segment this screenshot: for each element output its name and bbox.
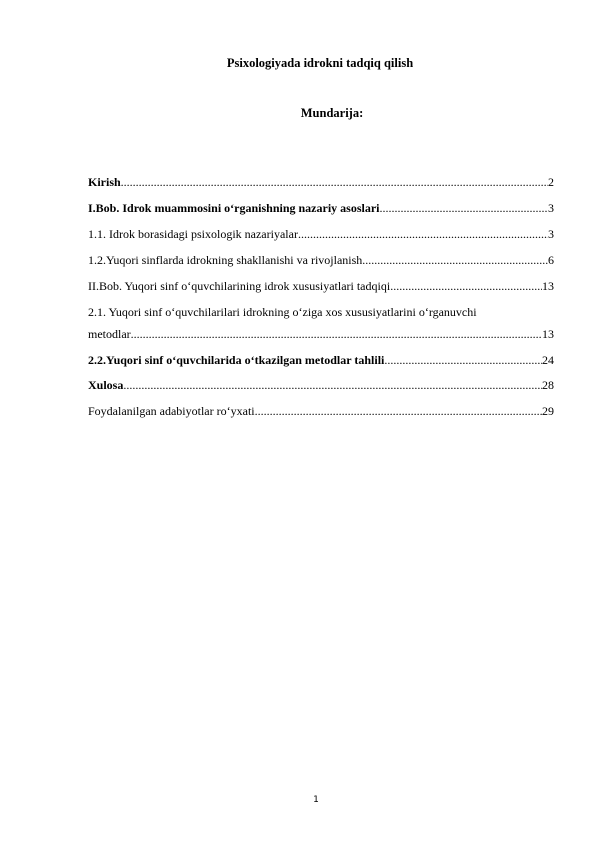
table-of-contents <box>88 172 554 427</box>
toc-entry-section-1-2[interactable] <box>88 250 554 272</box>
toc-entry-page: 3 <box>548 226 554 241</box>
toc-leader-dots <box>131 324 542 346</box>
toc-entry-kirish[interactable] <box>88 172 554 194</box>
toc-heading: Mundarija: <box>300 106 364 120</box>
toc-leader-dots <box>362 250 548 272</box>
toc-entry-text: I.Bob. Idrok muammosini o‘rganishning nazariy asoslari <box>88 200 380 215</box>
toc-entry-text: Kirish <box>88 175 121 189</box>
toc-entry-continuation <box>88 324 554 346</box>
toc-entry-text: 1.1. Idrok borasidagi psixologik nazariyalar <box>88 226 298 241</box>
toc-entry-section-2-1[interactable] <box>88 302 554 345</box>
toc-entry-text: 1.2.Yuqori sinflarda idrokning shakllanishi va rivojlanish <box>88 252 363 267</box>
toc-entry-text-line1: 2.1. Yuqori sinf o‘quvchilarilari idrokning o‘ziga xos xususiyatlarini o‘rganuvchi <box>88 304 477 319</box>
toc-leader-dots <box>380 198 549 220</box>
toc-leader-dots <box>121 172 548 194</box>
page-number: 1 <box>313 795 319 805</box>
toc-entry-chapter-2[interactable] <box>88 276 554 298</box>
document-title: Psixologiyada idrokni tadqiq qilish <box>226 56 414 70</box>
toc-entry-text: II.Bob. Yuqori sinf o‘quvchilarining idrok xususiyatlari tadqiqi <box>88 278 391 293</box>
toc-entry-page: 2 <box>548 175 554 189</box>
toc-leader-dots <box>384 350 542 372</box>
toc-entry-section-1-1[interactable] <box>88 224 554 246</box>
toc-entry-text-line2: metodlar <box>88 326 131 341</box>
toc-entry-page: 28 <box>542 378 554 393</box>
toc-entry-text: Xulosa <box>88 378 124 393</box>
toc-entry-xulosa[interactable] <box>88 375 554 397</box>
toc-entry-text: 2.2.Yuqori sinf o‘quvchilarida o‘tkazilgan metodlar tahlili <box>88 352 385 367</box>
toc-leader-dots <box>390 276 542 298</box>
toc-entry-page: 29 <box>542 404 554 419</box>
toc-entry-page: 3 <box>548 200 554 215</box>
toc-leader-dots <box>298 224 548 246</box>
toc-entry-text: Foydalanilgan adabiyotlar ro‘yxati <box>88 404 255 419</box>
toc-entry-page: 13 <box>542 278 554 293</box>
toc-entry-page: 13 <box>542 326 554 341</box>
toc-entry-page: 24 <box>542 352 554 367</box>
toc-leader-dots <box>255 401 542 423</box>
toc-leader-dots <box>123 375 542 397</box>
toc-entry-page: 6 <box>548 252 554 267</box>
toc-entry-section-2-2[interactable] <box>88 350 554 372</box>
toc-entry-chapter-1[interactable] <box>88 198 554 220</box>
toc-entry-bibliography[interactable] <box>88 401 554 423</box>
